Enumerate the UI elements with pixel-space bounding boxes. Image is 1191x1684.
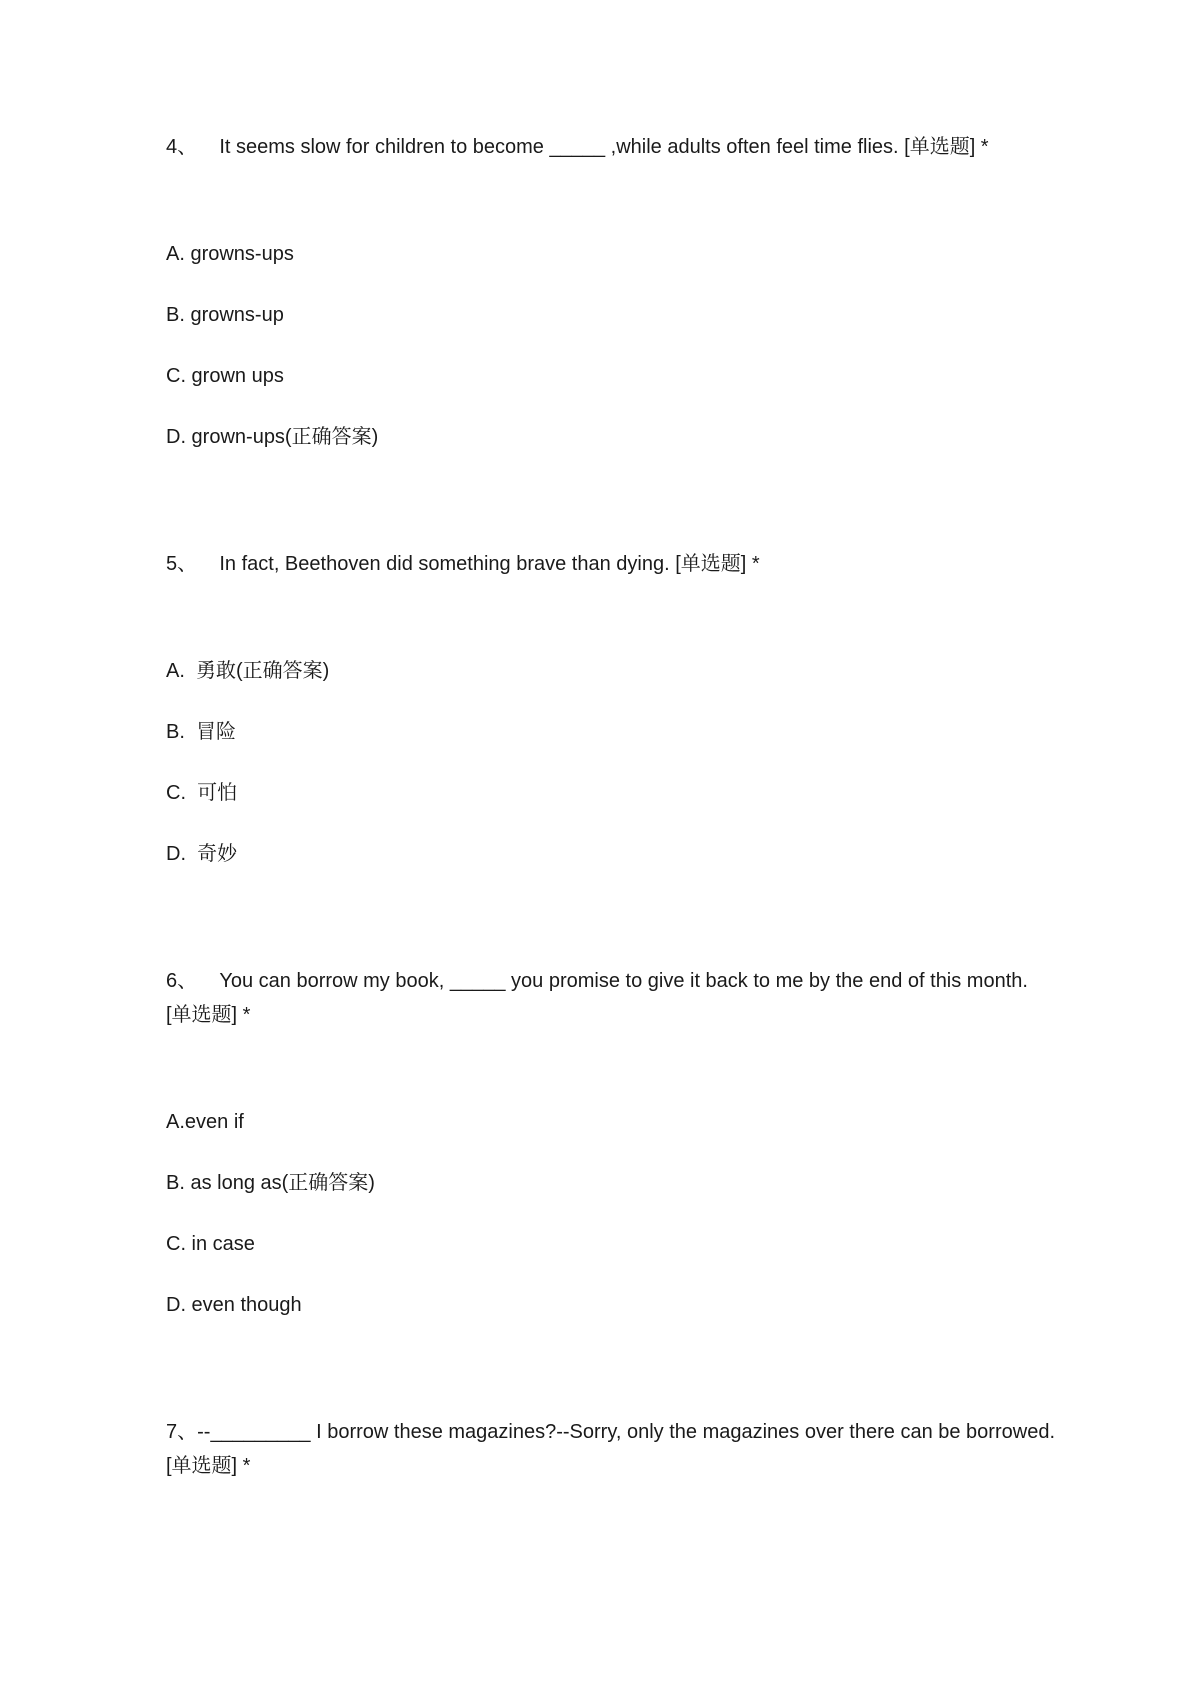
question-6-line-2: [单选题] * bbox=[166, 1004, 251, 1026]
question-5-option-a-correct: A. 勇敢(正确答案) bbox=[166, 660, 330, 682]
question-7-line-1: 7、--_________ I borrow these magazines?--Sorry, only the magazines over there can be borrowed. bbox=[166, 1421, 1055, 1443]
question-5-option-c: C. 可怕 bbox=[166, 782, 238, 804]
question-6-options bbox=[166, 1105, 1051, 1322]
question-6 bbox=[166, 964, 1051, 1322]
question-5-option-d: D. 奇妙 bbox=[166, 843, 238, 865]
question-4-option-d-correct: D. grown-ups(正确答案) bbox=[166, 426, 379, 448]
question-6-option-d: D. even though bbox=[166, 1294, 302, 1316]
question-7-line-2: [单选题] * bbox=[166, 1455, 251, 1477]
question-5 bbox=[166, 547, 1051, 871]
question-4 bbox=[166, 130, 1051, 454]
question-5-line-1: 5、 In fact, Beethoven did something brave than dying. [单选题] * bbox=[166, 553, 760, 575]
question-6-text bbox=[166, 964, 1051, 1032]
question-4-option-c: C. grown ups bbox=[166, 365, 284, 387]
question-6-option-a: A.even if bbox=[166, 1111, 244, 1133]
question-5-options bbox=[166, 654, 1051, 871]
question-4-option-a: A. growns-ups bbox=[166, 243, 294, 265]
question-6-line-1: 6、 You can borrow my book, _____ you promise to give it back to me by the end of this month. bbox=[166, 970, 1028, 992]
question-7 bbox=[166, 1415, 1055, 1483]
question-6-option-b-correct: B. as long as(正确答案) bbox=[166, 1172, 375, 1194]
question-4-options bbox=[166, 237, 1051, 454]
question-4-option-b: B. growns-up bbox=[166, 304, 284, 326]
question-7-text bbox=[166, 1415, 1055, 1483]
question-5-option-b: B. 冒险 bbox=[166, 721, 237, 743]
question-6-option-c: C. in case bbox=[166, 1233, 255, 1255]
question-4-line-1: 4、 It seems slow for children to become _____ ,while adults often feel time flies. [单选题] * bbox=[166, 136, 989, 158]
question-4-text bbox=[166, 130, 1051, 164]
question-5-text bbox=[166, 547, 1051, 581]
